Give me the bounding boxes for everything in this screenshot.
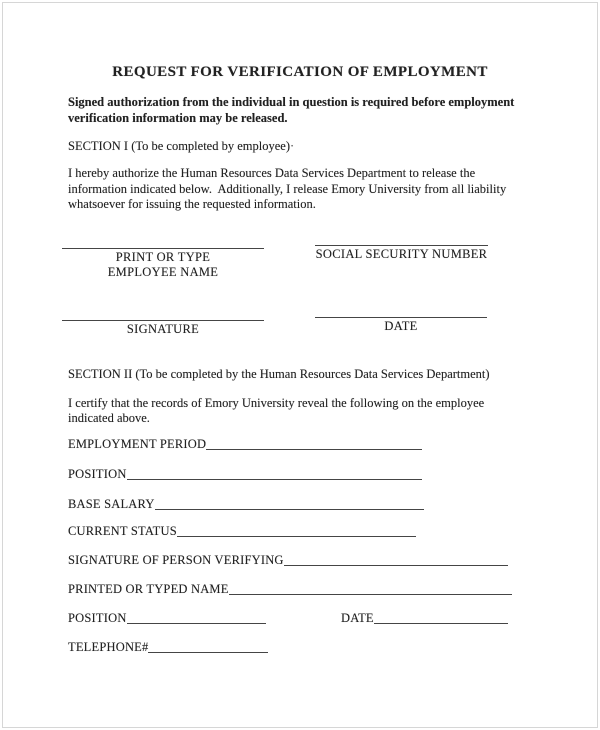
field-telephone [68,640,268,655]
field-employment-period-fill-line [206,449,422,450]
notice-line-1: Signed authorization from the individual in question is required before employment [68,95,515,109]
section2-paragraph-line-2: indicated above. [68,411,150,425]
ssn-line [315,245,488,246]
field-position-bottom-fill-line [127,623,266,624]
scan-artifact-dot: · [289,139,295,153]
date-line [315,317,487,318]
section2-heading: SECTION II (To be completed by the Human Resources Data Services Department) [68,367,490,381]
form-title: REQUEST FOR VERIFICATION OF EMPLOYMENT [112,64,488,80]
field-date-bottom-fill-line [374,623,508,624]
field-current-status-fill-line [177,536,416,537]
signature-line [62,320,264,321]
field-printed-or-typed-name-fill-line [229,594,512,595]
notice-line-2: verification information may be released. [68,111,288,125]
field-printed-or-typed-name-label: PRINTED OR TYPED NAME [68,582,229,596]
field-signature-of-person-verifying [68,553,508,568]
employee-name-label-line-1: PRINT OR TYPE [115,250,211,264]
field-signature-of-person-verifying-fill-line [284,565,508,566]
field-current-status [68,524,416,539]
field-current-status-label: CURRENT STATUS [68,524,177,538]
field-position-bottom [68,611,266,626]
field-base-salary-label: BASE SALARY [68,497,155,511]
employee-name-signature-block [62,248,264,279]
signature-block [62,320,264,336]
field-employment-period-label: EMPLOYMENT PERIOD [68,437,207,451]
section1-paragraph-line-2: information indicated below. Additionally, I release Emory University from all liability [68,182,507,196]
field-signature-of-person-verifying-label: SIGNATURE OF PERSON VERIFYING [68,553,284,567]
section2-paragraph-line-1: I certify that the records of Emory University reveal the following on the employee [68,396,485,410]
date-label: DATE [384,319,418,333]
field-date-bottom-label: DATE [341,611,374,625]
section1-heading [68,139,294,154]
field-telephone-fill-line [148,652,268,653]
field-employment-period [68,437,422,452]
field-base-salary-fill-line [155,509,424,510]
field-position [68,467,422,482]
field-position-fill-line [127,479,422,480]
section1-paragraph-line-1: I hereby authorize the Human Resources Data Services Department to release the [68,166,476,180]
field-position-bottom-label: POSITION [68,611,127,625]
section1-heading-text: SECTION I (To be completed by employee) [68,139,290,153]
field-telephone-label: TELEPHONE# [68,640,149,654]
field-printed-or-typed-name [68,582,512,597]
section1-paragraph-line-3: whatsoever for issuing the requested information. [68,197,316,211]
date-block [315,317,487,333]
field-base-salary [68,497,424,512]
ssn-label: SOCIAL SECURITY NUMBER [315,247,488,261]
field-position-label: POSITION [68,467,127,481]
signature-label: SIGNATURE [126,322,200,336]
employee-name-label-line-2: EMPLOYEE NAME [107,265,219,279]
employee-name-line [62,248,264,249]
ssn-block [315,245,488,261]
field-date-bottom [341,611,508,626]
